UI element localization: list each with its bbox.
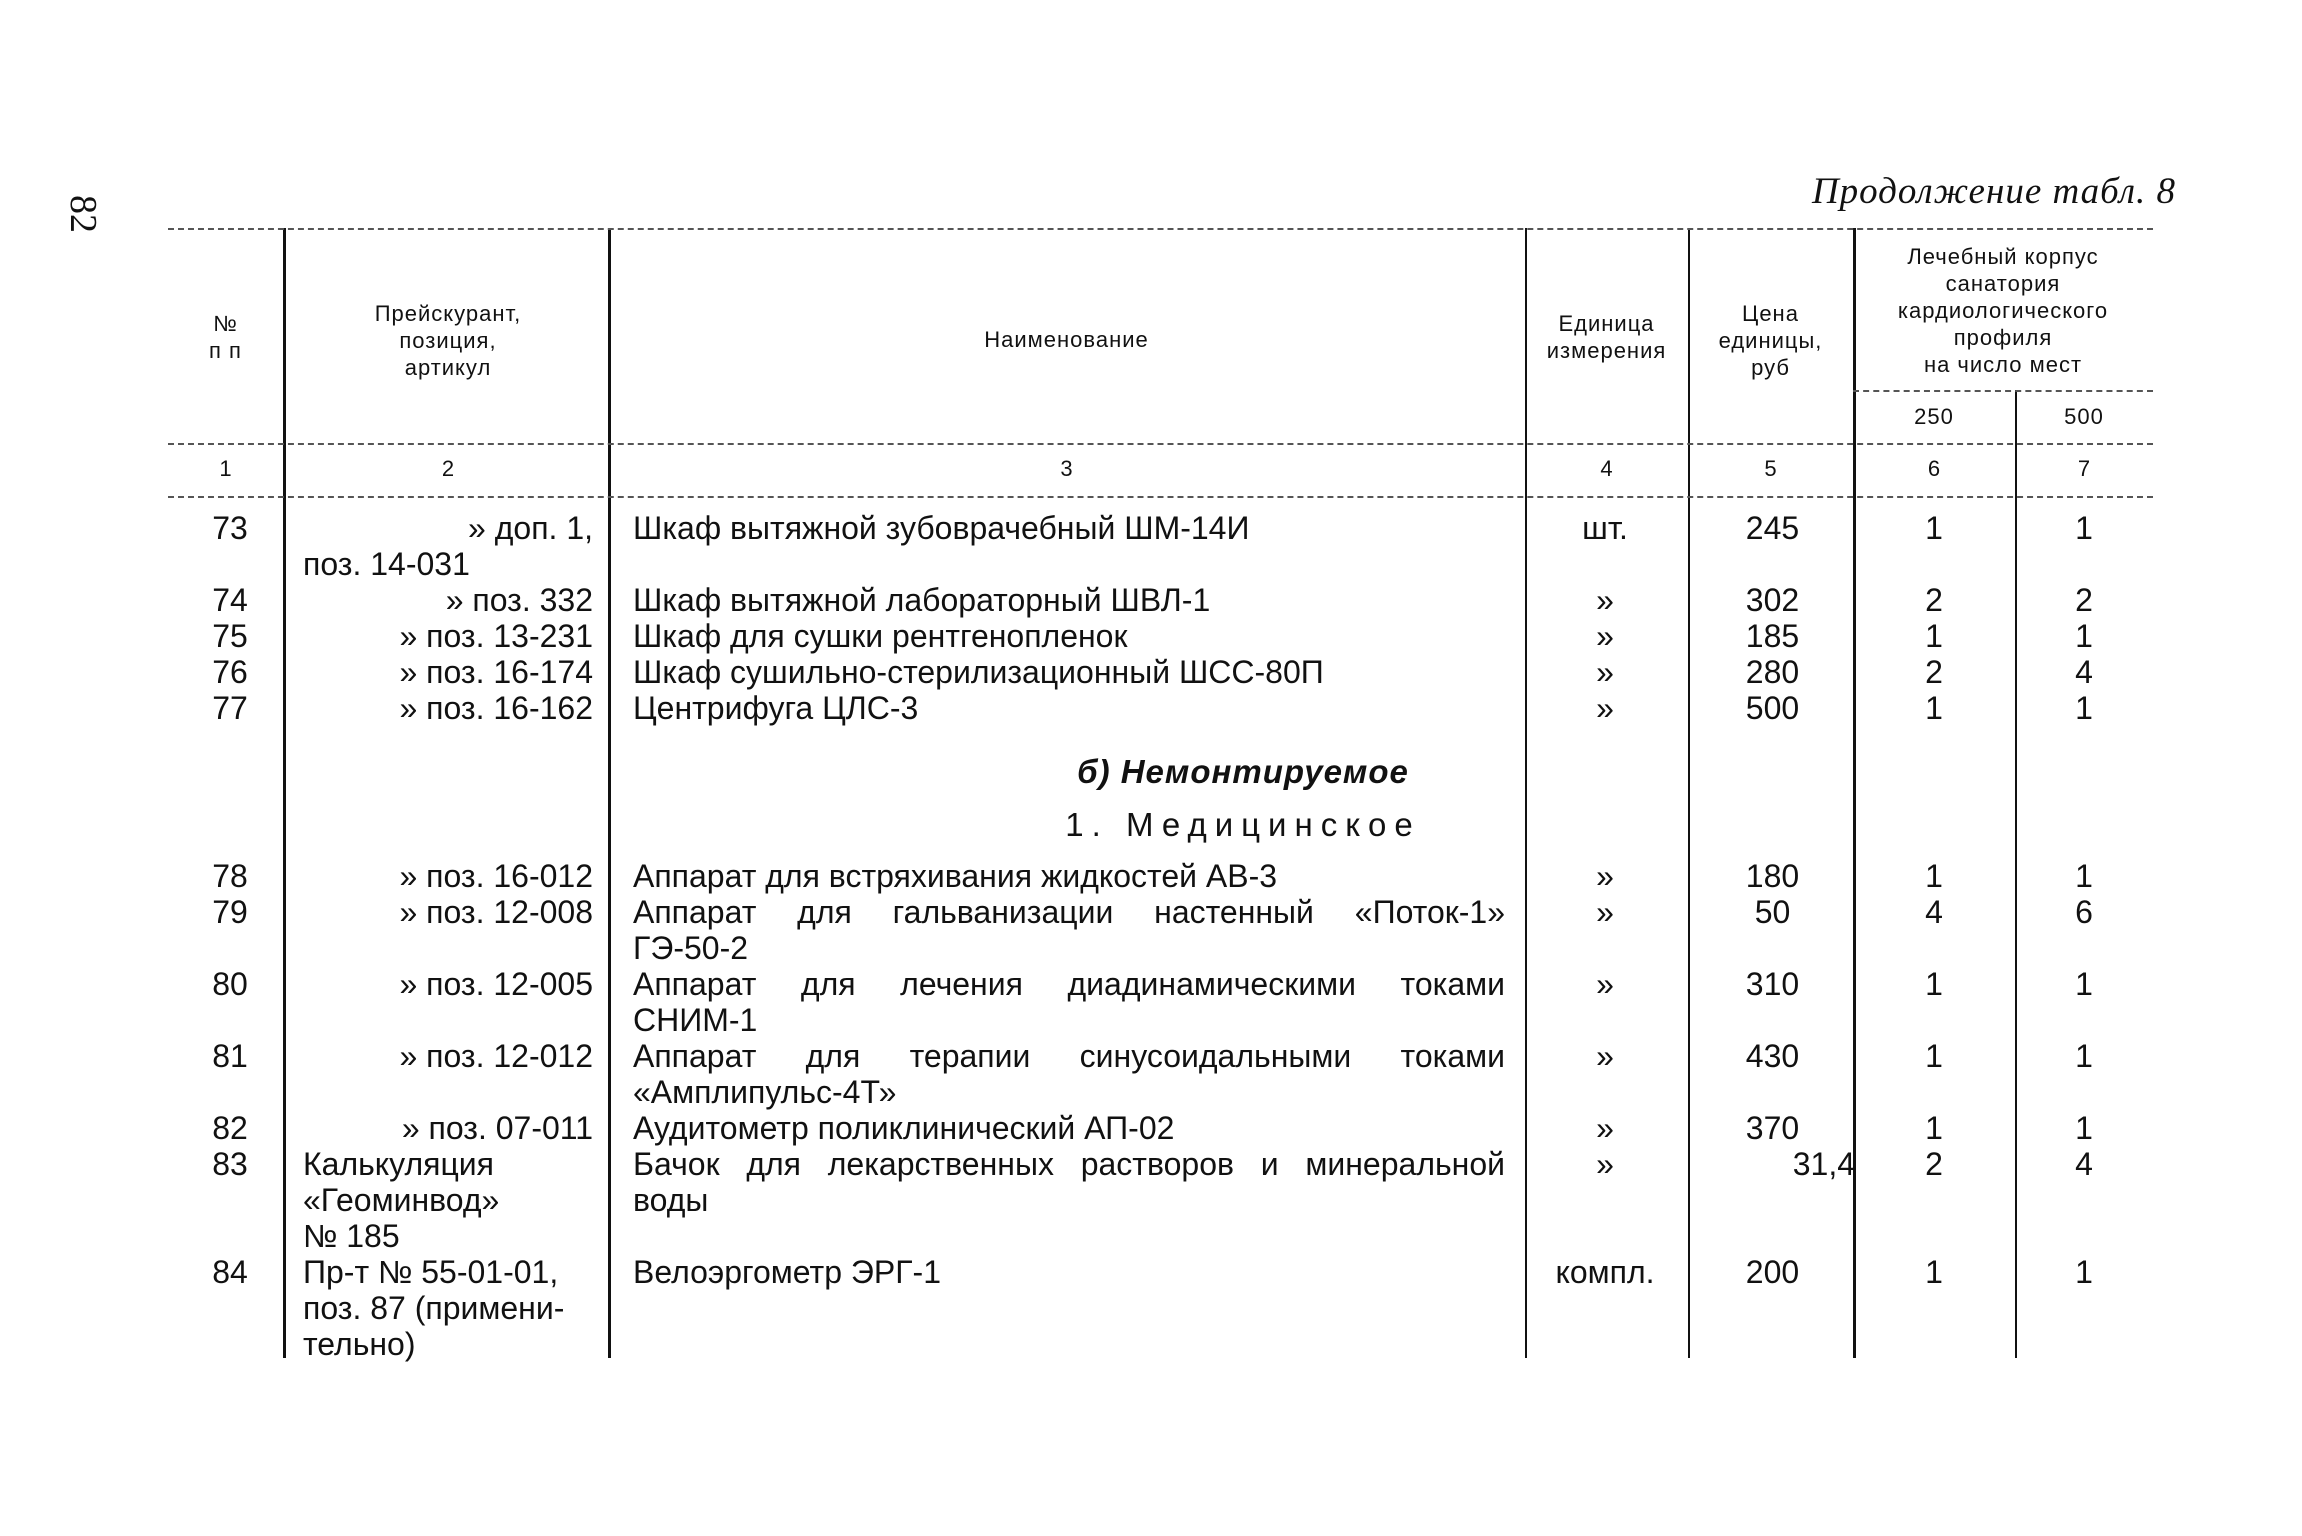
price-cell: 370 (1745, 1110, 1800, 1146)
qty-250-cell: 1 (1925, 858, 1943, 894)
row-number: 81 (212, 1038, 248, 1074)
pricelist-ref: «Геоминвод» (303, 1182, 500, 1218)
section-title: б) Немонтируемое (1077, 753, 1409, 790)
qty-500-cell: 1 (2075, 858, 2093, 894)
price-cell: 50 (1754, 894, 1791, 930)
item-name: Шкаф для сушки рентгенопленок (633, 618, 1128, 654)
pricelist-ref: поз. 14-031 (303, 546, 470, 582)
qty-500-cell: 1 (2075, 690, 2093, 726)
header-rule (168, 496, 2153, 498)
price-cell: 31,4 (1792, 1146, 1855, 1182)
column-number: 2 (441, 456, 455, 481)
qty-250-cell: 1 (1925, 966, 1943, 1002)
qty-250-cell: 1 (1925, 1038, 1943, 1074)
pricelist-ref: » поз. 12-005 (399, 966, 593, 1002)
item-name: Аудитометр поликлинический АП-02 (633, 1110, 1175, 1146)
unit-cell: » (1596, 966, 1614, 1002)
pricelist-ref: » поз. 12-008 (399, 894, 593, 930)
price-cell: 302 (1745, 582, 1800, 618)
qty-500-cell: 4 (2075, 654, 2093, 690)
qty-250-cell: 1 (1925, 510, 1943, 546)
unit-cell: компл. (1555, 1254, 1655, 1290)
pricelist-ref: » поз. 16-174 (399, 654, 593, 690)
qty-250-cell: 4 (1925, 894, 1943, 930)
header-rule (168, 228, 2153, 230)
price-cell: 430 (1745, 1038, 1800, 1074)
qty-500-cell: 4 (2075, 1146, 2093, 1182)
qty-250-cell: 2 (1925, 1146, 1943, 1182)
price-cell: 185 (1745, 618, 1800, 654)
qty-250-cell: 2 (1925, 654, 1943, 690)
item-name: Велоэргометр ЭРГ-1 (633, 1254, 941, 1290)
unit-cell: » (1596, 1110, 1614, 1146)
item-name: Аппарат для терапии синусоидальными токами (633, 1038, 1505, 1074)
qty-250-cell: 1 (1925, 1110, 1943, 1146)
unit-cell: » (1596, 858, 1614, 894)
item-name: Шкаф сушильно-стерилизационный ШСС-80П (633, 654, 1324, 690)
qty-250-cell: 2 (1925, 582, 1943, 618)
column-number: 7 (2077, 456, 2091, 481)
row-number: 79 (212, 894, 248, 930)
column-number: 4 (1600, 456, 1613, 481)
pricelist-ref: » поз. 13-231 (399, 618, 593, 654)
row-number: 74 (212, 582, 248, 618)
column-number: 6 (1927, 456, 1941, 481)
table-caption: Продолжение табл. 8 (1811, 171, 2176, 212)
row-number: 76 (212, 654, 248, 690)
qty-250-cell: 1 (1925, 1254, 1943, 1290)
header-places: Лечебный корпус санатория кардиологического профиля на число мест (1897, 244, 2109, 377)
pricelist-ref: Калькуляция (303, 1146, 494, 1182)
column-rule (1853, 228, 1856, 1358)
column-number: 5 (1764, 456, 1777, 481)
qty-250-cell: 1 (1925, 690, 1943, 726)
item-name: Бачок для лекарственных растворов и минеральной (633, 1146, 1505, 1182)
header-number: № п п (209, 311, 242, 363)
qty-500-cell: 1 (2075, 1110, 2093, 1146)
header-250: 250 (1914, 404, 1954, 429)
qty-500-cell: 2 (2075, 582, 2093, 618)
unit-cell: » (1596, 1038, 1614, 1074)
pricelist-ref: » поз. 332 (445, 582, 593, 618)
header-500: 500 (2064, 404, 2104, 429)
item-name: Шкаф вытяжной лабораторный ШВЛ-1 (633, 582, 1211, 618)
header-unit: Единица измерения (1546, 311, 1667, 363)
qty-500-cell: 6 (2075, 894, 2093, 930)
header-pricelist: Прейскурант, позиция, артикул (374, 301, 522, 380)
unit-cell: » (1596, 582, 1614, 618)
unit-cell: » (1596, 618, 1614, 654)
column-rule (1688, 228, 1690, 1358)
column-rule (608, 228, 611, 1358)
pricelist-ref: » поз. 07-011 (401, 1110, 593, 1146)
column-number: 3 (1060, 456, 1073, 481)
pricelist-ref: » поз. 16-012 (399, 858, 593, 894)
unit-cell: » (1596, 690, 1614, 726)
row-number: 83 (212, 1146, 248, 1182)
header-rule (168, 443, 2153, 445)
price-cell: 280 (1745, 654, 1800, 690)
unit-cell: » (1596, 654, 1614, 690)
qty-250-cell: 1 (1925, 618, 1943, 654)
row-number: 78 (212, 858, 248, 894)
unit-cell: » (1596, 894, 1614, 930)
column-rule (283, 228, 286, 1358)
price-cell: 180 (1745, 858, 1800, 894)
qty-500-cell: 1 (2075, 510, 2093, 546)
item-name: Шкаф вытяжной зубоврачебный ШМ-14И (633, 510, 1250, 546)
item-name: СНИМ-1 (633, 1002, 758, 1038)
row-number: 77 (212, 690, 248, 726)
row-number: 80 (212, 966, 248, 1002)
row-number: 82 (212, 1110, 248, 1146)
price-cell: 500 (1745, 690, 1800, 726)
item-name: Аппарат для гальванизации настенный «Поток-1» (633, 894, 1505, 930)
header-price: Цена единицы, руб (1718, 301, 1823, 380)
pricelist-ref: » поз. 16-162 (399, 690, 593, 726)
qty-500-cell: 1 (2075, 966, 2093, 1002)
qty-500-cell: 1 (2075, 1254, 2093, 1290)
pricelist-ref: поз. 87 (примени- (303, 1290, 565, 1326)
item-name: Центрифуга ЦЛС-3 (633, 690, 919, 726)
section-subtitle: 1. Медицинское (1065, 806, 1421, 843)
header-name: Наименование (984, 327, 1149, 352)
pricelist-ref: № 185 (303, 1218, 400, 1254)
column-rule (1525, 228, 1527, 1358)
row-number: 73 (212, 510, 248, 546)
price-cell: 310 (1745, 966, 1800, 1002)
pricelist-ref: тельно) (303, 1326, 416, 1362)
header-rule (1853, 390, 2153, 392)
item-name: Аппарат для лечения диадинамическими токами (633, 966, 1505, 1002)
unit-cell: шт. (1582, 510, 1628, 546)
page-number: 82 (62, 195, 104, 233)
item-name: Аппарат для встряхивания жидкостей АВ-3 (633, 858, 1278, 894)
item-name: воды (633, 1182, 709, 1218)
row-number: 75 (212, 618, 248, 654)
column-number: 1 (219, 456, 232, 481)
item-name: ГЭ-50-2 (633, 930, 749, 966)
pricelist-ref: » поз. 12-012 (399, 1038, 593, 1074)
qty-500-cell: 1 (2075, 618, 2093, 654)
price-cell: 245 (1745, 510, 1800, 546)
unit-cell: » (1596, 1146, 1614, 1182)
pricelist-ref: » доп. 1, (468, 510, 593, 546)
price-cell: 200 (1745, 1254, 1800, 1290)
item-name: «Амплипульс-4Т» (633, 1074, 897, 1110)
pricelist-ref: Пр-т № 55-01-01, (303, 1254, 559, 1290)
row-number: 84 (212, 1254, 248, 1290)
qty-500-cell: 1 (2075, 1038, 2093, 1074)
